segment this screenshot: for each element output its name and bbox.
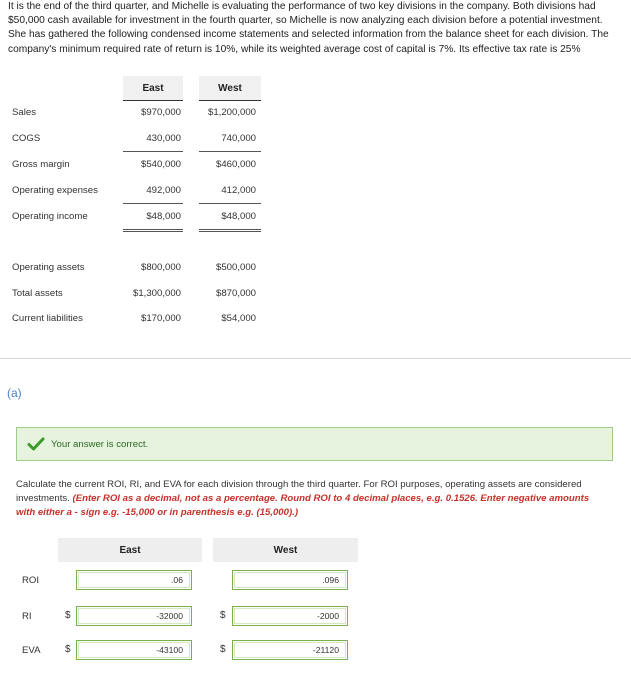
column-header-west: West — [199, 76, 261, 100]
row-label-cogs: COGS — [12, 133, 41, 144]
east-operating-assets: $800,000 — [140, 262, 181, 273]
underline-cogs-west — [199, 151, 261, 152]
question-instructions — [16, 478, 606, 521]
underline-opex-west — [199, 203, 261, 204]
feedback-banner — [16, 427, 613, 461]
east-cogs: 430,000 — [146, 133, 181, 144]
instructions-text: Calculate the current ROI, RI, and EVA for each division through the third quarter. For ROI purposes, operating assets are considered investments. — [16, 479, 582, 505]
double-underline-income-east-1 — [123, 229, 183, 230]
double-underline-income-west-2 — [199, 231, 261, 232]
east-operating-expenses: 492,000 — [146, 185, 181, 196]
answer-header-west: West — [213, 538, 358, 562]
row-label-gross-margin: Gross margin — [12, 159, 70, 170]
east-current-liabilities: $170,000 — [140, 313, 181, 324]
west-current-liabilities: $54,000 — [221, 313, 256, 324]
currency-ri-west: $ — [220, 610, 226, 621]
row-label-operating-assets: Operating assets — [12, 262, 85, 273]
instructions-emphasis: (Enter ROI as a decimal, not as a percentage. Round ROI to 4 decimal places, e.g. 0.1526. Enter negative amounts with either a - sign e.g. -15,000 or in parenthesis e.g. (15,000).) — [16, 493, 590, 519]
checkmark-icon — [27, 435, 45, 453]
east-operating-income: $48,000 — [146, 211, 181, 222]
ri-west-input[interactable] — [232, 606, 348, 626]
currency-eva-west: $ — [220, 644, 226, 655]
header-rule-west — [199, 100, 261, 101]
west-operating-assets: $500,000 — [215, 262, 256, 273]
west-operating-expenses: 412,000 — [221, 185, 256, 196]
header-rule-east — [123, 100, 183, 101]
west-total-assets: $870,000 — [215, 288, 256, 299]
west-cogs: 740,000 — [221, 133, 256, 144]
answer-header-east: East — [58, 538, 202, 562]
east-sales: $970,000 — [140, 107, 181, 118]
row-label-total-assets: Total assets — [12, 288, 63, 299]
row-label-current-liabilities: Current liabilities — [12, 313, 83, 324]
section-divider — [0, 358, 631, 359]
west-operating-income: $48,000 — [221, 211, 256, 222]
column-header-east: East — [123, 76, 183, 100]
roi-west-input[interactable] — [232, 570, 348, 590]
eva-west-input[interactable] — [232, 640, 348, 660]
double-underline-income-east-2 — [123, 231, 183, 232]
underline-opex-east — [123, 203, 183, 204]
row-label-operating-expenses: Operating expenses — [12, 185, 98, 196]
ri-east-input[interactable] — [76, 606, 192, 626]
eva-east-input[interactable] — [76, 640, 192, 660]
feedback-text: Your answer is correct. — [51, 438, 149, 450]
west-gross-margin: $460,000 — [215, 159, 256, 170]
currency-ri-east: $ — [65, 610, 71, 621]
west-sales: $1,200,000 — [207, 107, 256, 118]
currency-eva-east: $ — [65, 644, 71, 655]
double-underline-income-west-1 — [199, 229, 261, 230]
underline-cogs-east — [123, 151, 183, 152]
row-label-operating-income: Operating income — [12, 211, 88, 222]
problem-statement: It is the end of the third quarter, and Michelle is evaluating the performance of two key divisions in the company. Both divisions had $50,000 cash available for investment in the fourth quarter, so Michelle is now analyzing each division before a potential investment. She has gathered the following condensed income statements and selected information from the balance sheet for each division. The company's minimum required rate of return is 10%, while its weighted average cost of capital is 7%. Its effective tax rate is 25% — [8, 1, 609, 55]
east-gross-margin: $540,000 — [140, 159, 181, 170]
east-total-assets: $1,300,000 — [132, 288, 181, 299]
answer-label-ri: RI — [22, 611, 32, 622]
part-label: (a) — [7, 386, 22, 400]
roi-east-input[interactable] — [76, 570, 192, 590]
row-label-sales: Sales — [12, 107, 36, 118]
answer-label-roi: ROI — [22, 575, 40, 586]
answer-label-eva: EVA — [22, 645, 41, 656]
